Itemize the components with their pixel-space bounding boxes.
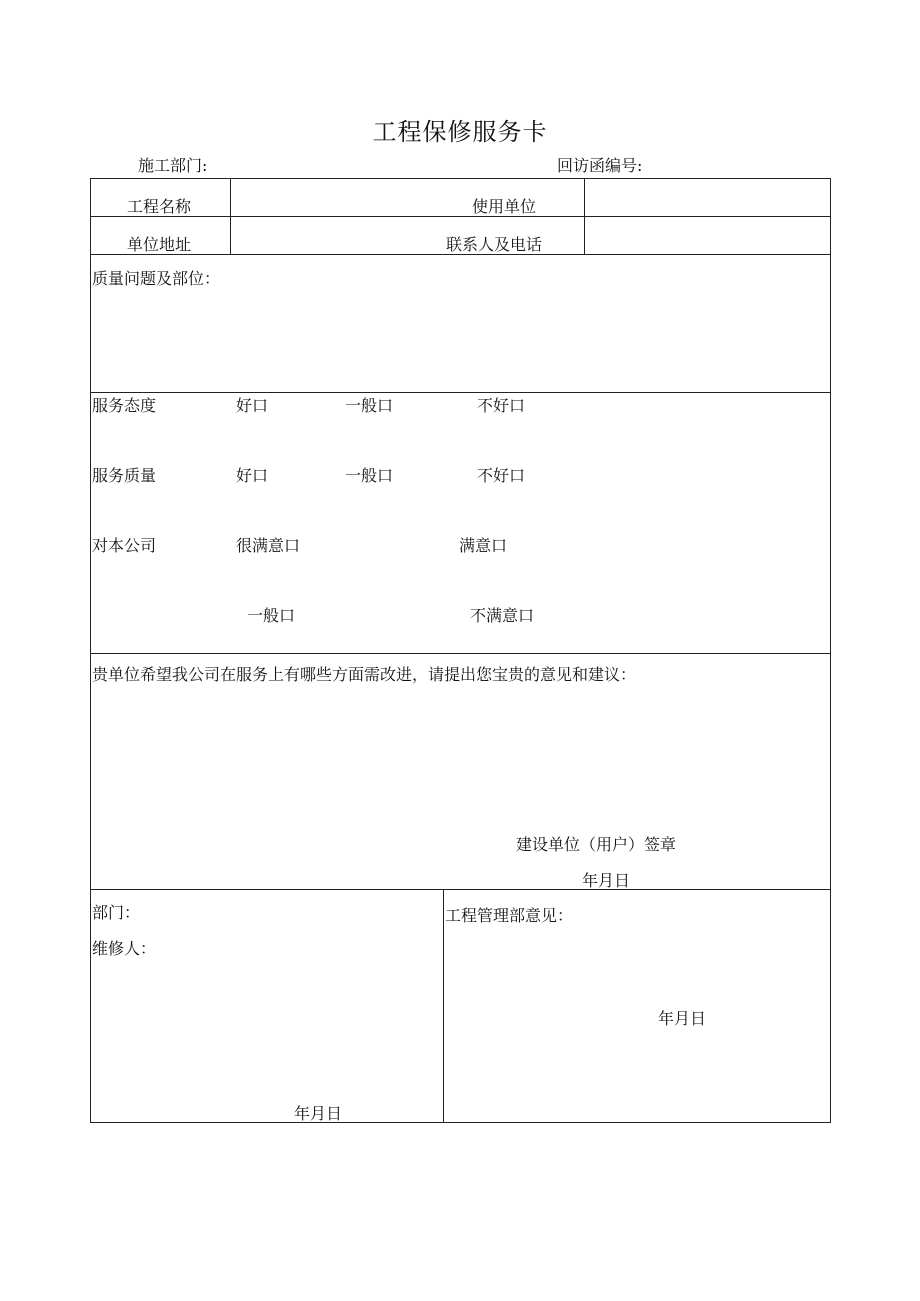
service-attitude-option-average[interactable]: 一般口 [345,396,394,415]
management-opinion-label: 工程管理部意见： [445,906,574,925]
service-quality-option-good[interactable]: 好口 [236,466,269,485]
unit-address-label: 单位地址 [127,235,192,254]
contact-field[interactable] [585,220,829,253]
user-unit-field[interactable] [585,182,829,215]
column-divider [443,889,444,1123]
signature-label: 建设单位（用户）签章 [516,835,677,854]
table-left-border [90,178,91,1123]
project-name-label: 工程名称 [127,197,192,216]
row-divider [90,889,831,890]
construction-dept-label: 施工部门: [138,156,208,175]
satisfaction-option-very-satisfied[interactable]: 很满意口 [236,536,301,555]
service-attitude-option-bad[interactable]: 不好口 [477,396,526,415]
repairer-label: 维修人： [92,939,157,958]
service-attitude-option-good[interactable]: 好口 [236,396,269,415]
suggestion-prompt: 贵单位希望我公司在服务上有哪些方面需改进，请提出您宝贵的意见和建议： [92,665,637,684]
quality-issue-field[interactable] [92,292,828,388]
service-quality-option-average[interactable]: 一般口 [345,466,394,485]
quality-issue-label: 质量问题及部位： [92,269,221,288]
department-label: 部门： [92,903,141,922]
service-attitude-label: 服务态度 [92,396,157,415]
user-unit-label: 使用单位 [472,197,537,216]
management-opinion-field[interactable] [445,930,828,1000]
table-top-border [90,178,831,179]
service-quality-label: 服务质量 [92,466,157,485]
row-divider [90,216,831,217]
satisfaction-option-satisfied[interactable]: 满意口 [459,536,508,555]
page-title: 工程保修服务卡 [372,118,548,146]
repairer-date-label: 年月日 [294,1104,343,1123]
suggestion-date-label: 年月日 [582,871,631,890]
management-date-label: 年月日 [658,1009,707,1028]
table-bottom-border [90,1122,831,1123]
row-divider [90,653,831,654]
contact-label: 联系人及电话 [446,235,543,254]
return-visit-no-label: 回访函编号: [557,156,643,175]
table-right-border [830,178,831,1123]
row-divider [90,392,831,393]
company-satisfaction-label: 对本公司 [92,536,157,555]
service-quality-option-bad[interactable]: 不好口 [477,466,526,485]
satisfaction-option-average[interactable]: 一般口 [247,606,296,625]
suggestion-field[interactable] [92,690,828,820]
satisfaction-option-unsatisfied[interactable]: 不满意口 [470,606,535,625]
